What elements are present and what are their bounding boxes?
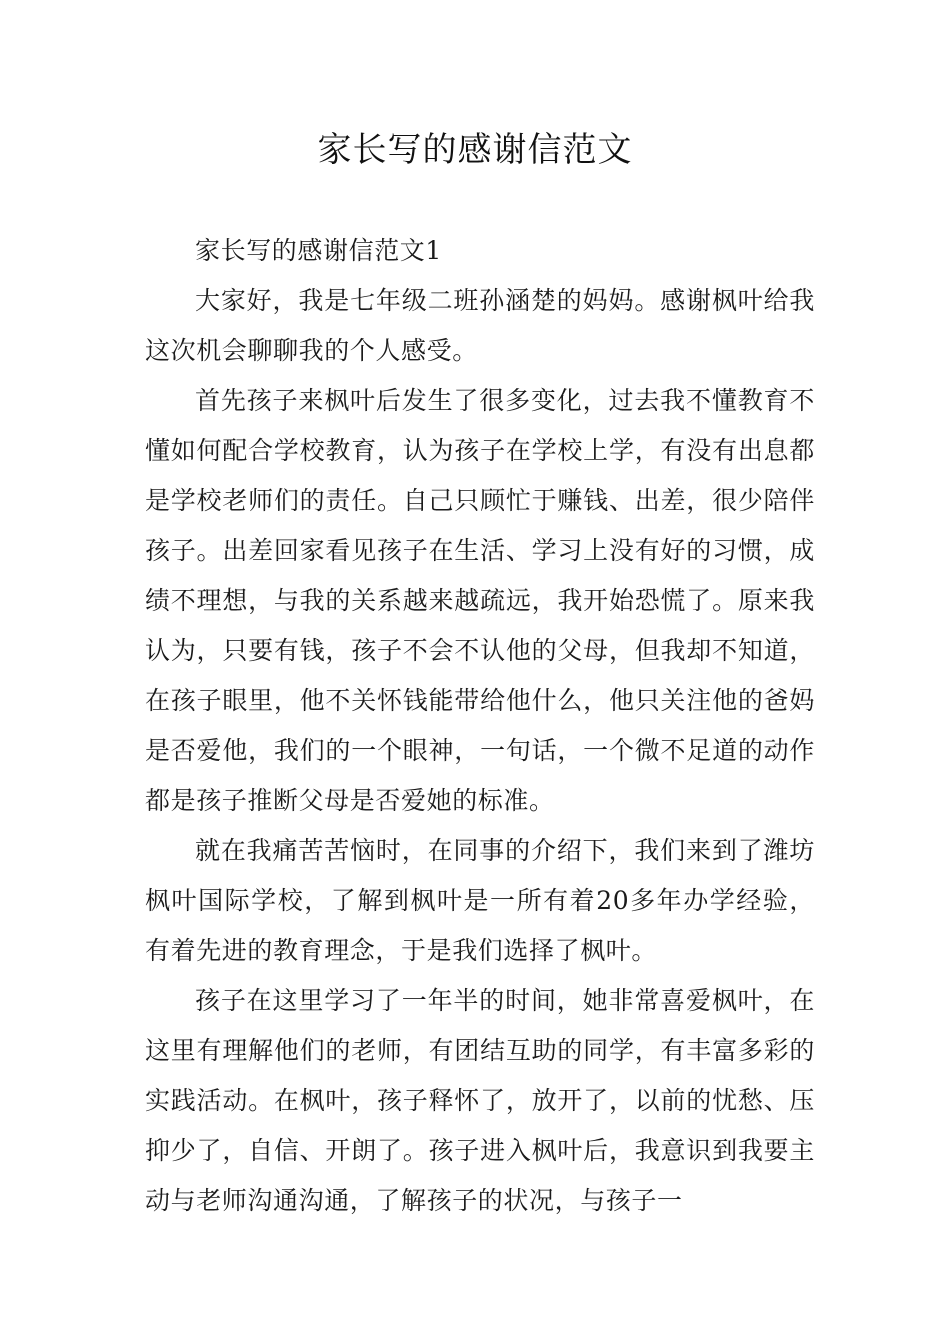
paragraph-2: 首先孩子来枫叶后发生了很多变化，过去我不懂教育不懂如何配合学校教育，认为孩子在学校上学，有没有出息都是学校老师们的责任。自己只顾忙于赚钱、出差，很少陪伴孩子。出差回家看见孩子在生活、学习上没有好的习惯，成绩不理想，与我的关系越来越疏远，我开始恐慌了。原来我认为，只要有钱，孩子不会不认他的父母，但我却不知道，在孩子眼里，他不关怀钱能带给他什么，他只关注他的爸妈是否爱他，我们的一个眼神，一句话，一个微不足道的动作都是孩子推断父母是否爱她的标准。: [145, 386, 815, 815]
section-heading: 家长写的感谢信范文1: [195, 236, 442, 265]
paragraph-1: 大家好，我是七年级二班孙涵楚的妈妈。感谢枫叶给我这次机会聊聊我的个人感受。: [145, 286, 815, 365]
paragraph-4: 孩子在这里学习了一年半的时间，她非常喜爱枫叶，在这里有理解他们的老师，有团结互助的同学，有丰富多彩的实践活动。在枫叶，孩子释怀了，放开了，以前的忧愁、压抑少了，自信、开朗了。孩子进入枫叶后，我意识到我要主动与老师沟通沟通，了解孩子的状况，与孩子一: [145, 986, 815, 1215]
document-body: [145, 226, 815, 1226]
document-title: 家长写的感谢信范文: [317, 130, 633, 170]
paragraph-3: 就在我痛苦苦恼时，在同事的介绍下，我们来到了潍坊枫叶国际学校，了解到枫叶是一所有着20多年办学经验，有着先进的教育理念，于是我们选择了枫叶。: [145, 836, 815, 965]
